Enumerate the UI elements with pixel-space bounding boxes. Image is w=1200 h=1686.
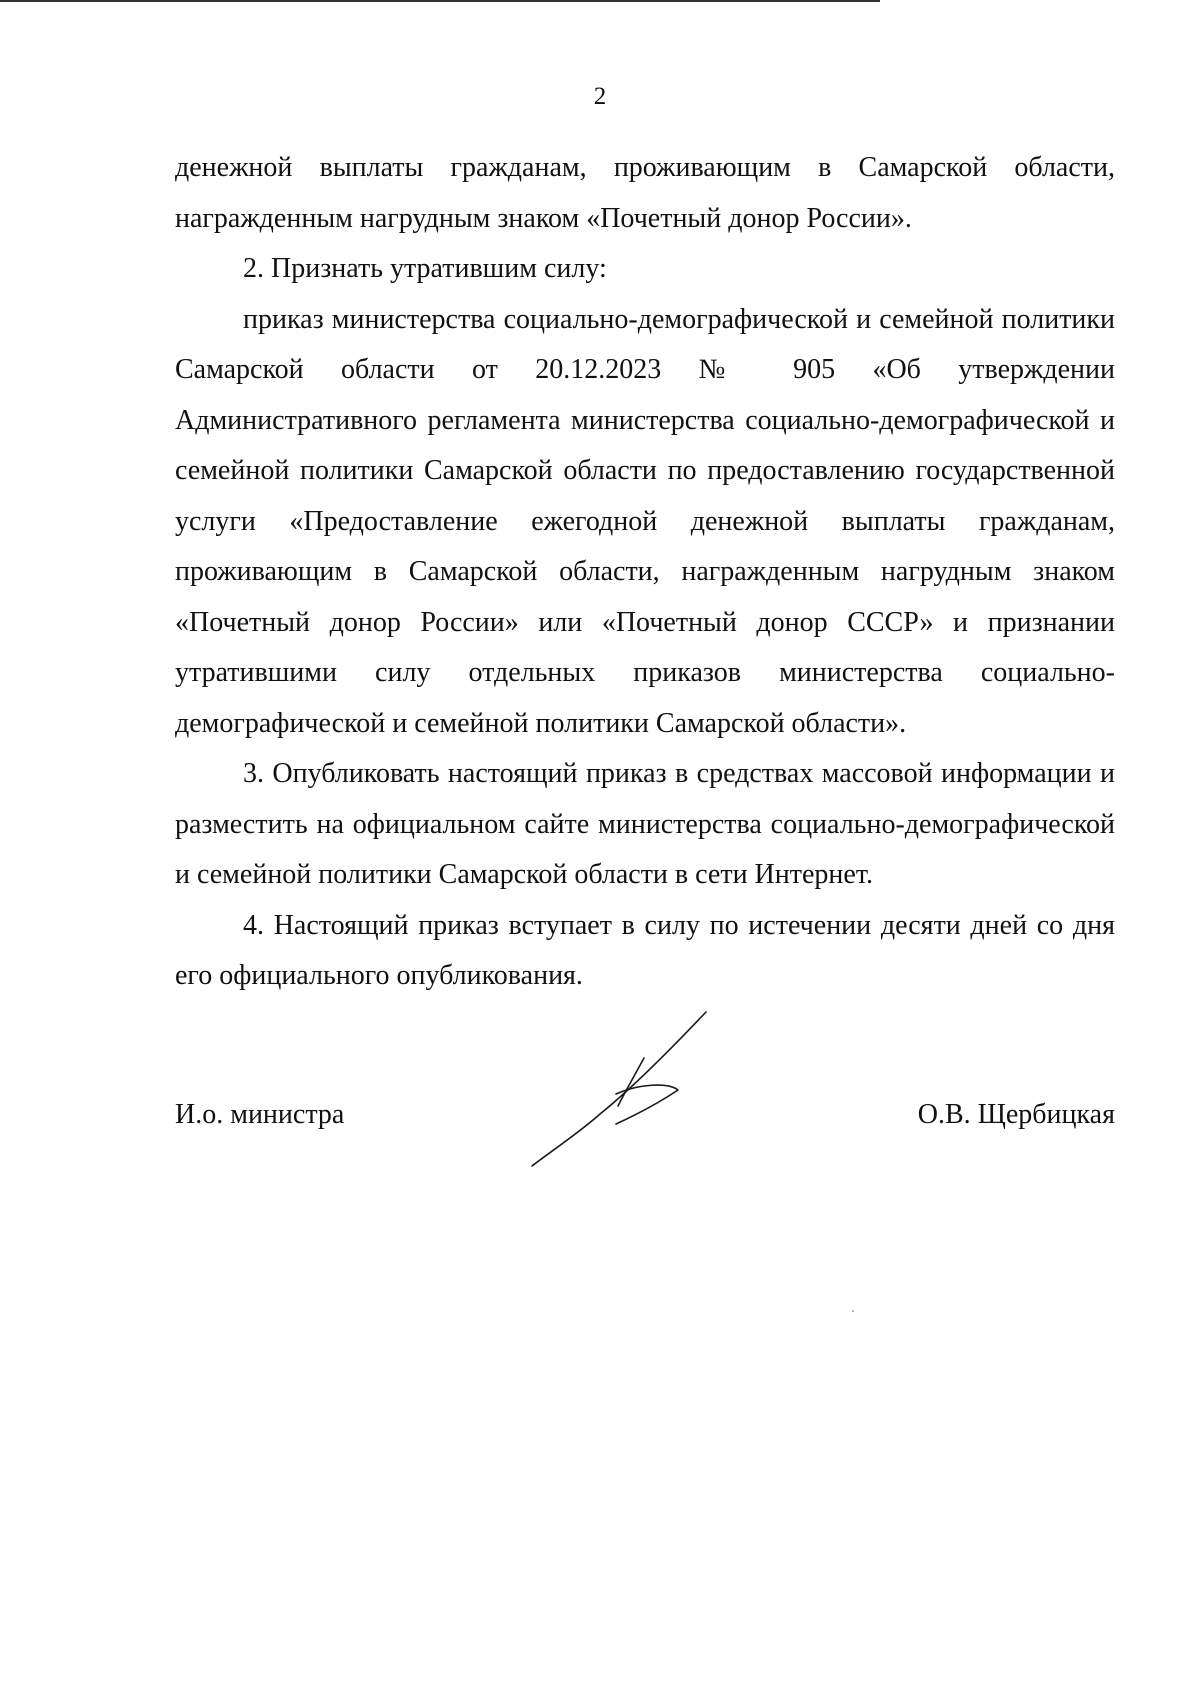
signer-title: И.о. министра [175, 1099, 345, 1130]
top-scan-edge [0, 0, 880, 2]
paragraph-continuation: денежной выплаты гражданам, проживающим в Самарской области, награжденным нагрудным знаком «Почетный донор России». [175, 152, 1115, 234]
signature-stroke-hook [618, 1058, 644, 1106]
paragraph-item-3: 3. Опубликовать настоящий приказ в средствах массовой информации и разместить на официальном сайте министерства социально-демографической и семейной политики Самарской области в сети Интернет. [175, 758, 1115, 890]
signature-stroke-main [532, 1012, 706, 1166]
paragraph-item-4: 4. Настоящий приказ вступает в силу по истечении десяти дней со дня его официального опубликования. [175, 909, 1115, 991]
paragraph-item-2: 2. Признать утратившим силу: [243, 253, 607, 284]
signature-stroke-loop [616, 1085, 678, 1124]
page-number: 2 [593, 83, 607, 110]
paragraph-repealed-order: приказ министерства социально-демографической и семейной политики Самарской области от 20.12.2023 № 905 «Об утверждении Административного регламента министерства социально-демографической и семейной политики Самарской области по предоставлению государственной услуги «Предоставление ежегодной денежной выплаты гражданам, проживающим в Самарской области, награжденным нагрудным знаком «Почетный донор России» или «Почетный донор СССР» и признании утратившими силу отдельных приказов министерства социально-демографической и семейной политики Самарской области». [175, 303, 1115, 739]
document-body [175, 143, 1115, 1002]
signer-name: О.В. Щербицкая [917, 1099, 1115, 1130]
scan-speck [852, 1310, 854, 1312]
handwritten-signature [520, 1010, 720, 1170]
